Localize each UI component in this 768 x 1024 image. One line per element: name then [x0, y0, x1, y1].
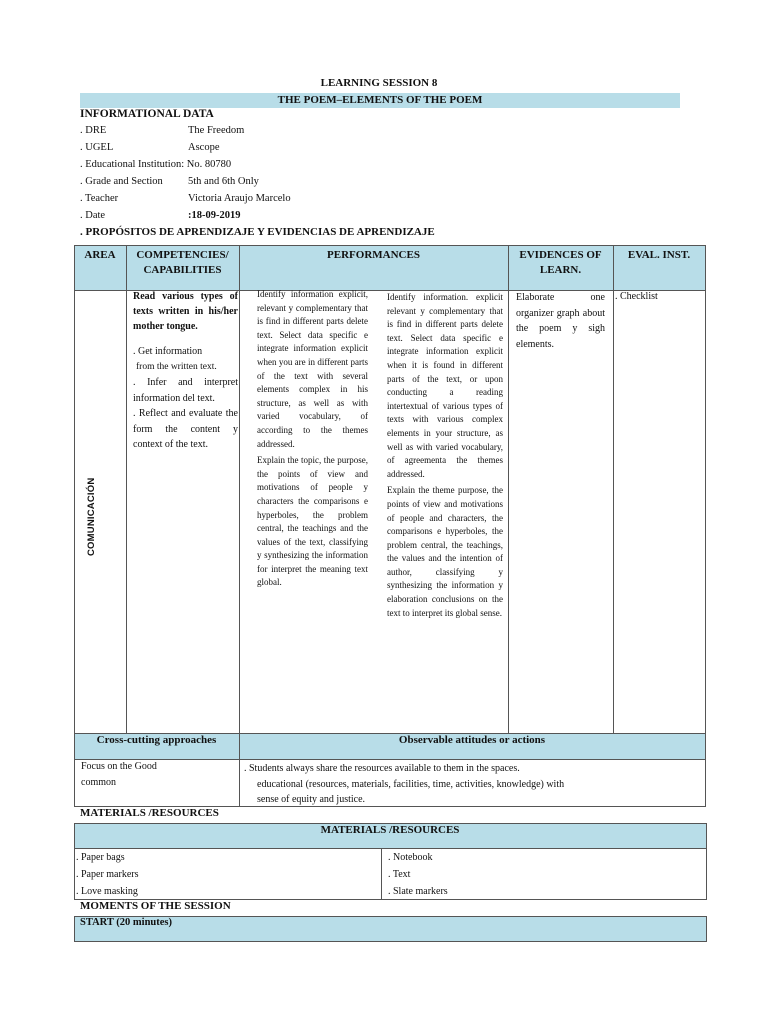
info-value: The Freedom [188, 125, 245, 136]
attitudes-cell [244, 761, 564, 808]
materials-heading: MATERIALS /RESOURCES [80, 807, 219, 819]
performance-a-cell [257, 288, 368, 590]
table-border-top [74, 245, 705, 246]
header-eval: EVAL. INST. [627, 249, 691, 261]
info-label: . Date [80, 210, 106, 221]
info-value: Ascope [188, 142, 220, 153]
materials-border-right [706, 823, 707, 900]
info-heading: INFORMATIONAL DATA [80, 108, 214, 120]
materials-left-list [76, 849, 138, 900]
materials-right-list [388, 849, 448, 900]
observable-heading: Observable attitudes or actions [398, 734, 546, 746]
performance-a-2: Explain the topic, the purpose, the points of view and motivations of people y characters the comparisons e hyperboles, the problem central, the teachings and the values of the text, classifying y synthesizing the information for interpret the meaning text global. [257, 455, 368, 588]
info-value: :18-09-2019 [188, 210, 241, 221]
info-value: 5th and 6th Only [188, 176, 259, 187]
attitude-line-1: . Students always share the resources available to them in the spaces. [244, 763, 520, 774]
focus-cell [81, 759, 157, 790]
material-item: . Text [388, 869, 411, 880]
info-label: . Grade and Section [80, 176, 163, 187]
area-label: COMUNICACIÓN [86, 477, 97, 556]
col-divider-comp [239, 245, 240, 807]
capability-get: . Get information [133, 346, 203, 357]
performance-b-2: Explain the theme purpose, the points of view and motivations of people and characters, the comparisons e hyperboles, the problem central, the teachings, the values and the intention of author, classifying y synthesizing the information y elaboration conclusions on the text to interpret its global sense. [387, 485, 503, 618]
info-row-institution [80, 157, 231, 173]
header-learn: LEARN. [539, 264, 582, 276]
info-row-grade [80, 174, 259, 190]
session-title: LEARNING SESSION 8 [320, 77, 438, 89]
header-competencies: COMPETENCIES/ [136, 249, 229, 261]
performance-a-1: Identify information explicit, relevant y complementary that is find in different parts delete text. Select data specific e integrate information explicit when you are in different parts of the text with several elements complex in his structure, as well as with varied vocabulary, of according to the themes addressed. [257, 289, 368, 449]
start-border-left [74, 916, 75, 942]
material-item: . Paper bags [76, 852, 125, 863]
table-border-left [74, 245, 75, 807]
eval-instrument: . Checklist [615, 291, 658, 302]
info-value: No. 80780 [186, 159, 232, 170]
header-capabilities: CAPABILITIES [143, 264, 222, 276]
header-evidences: EVIDENCES OF [519, 249, 602, 261]
material-item: . Love masking [76, 886, 138, 897]
materials-table-heading: MATERIALS /RESOURCES [320, 824, 460, 836]
material-item: . Slate markers [388, 886, 448, 897]
competency-title: Read various types of texts written in his/her mother tongue. [133, 291, 238, 332]
info-row-teacher [80, 191, 291, 207]
start-border-bottom [74, 941, 706, 942]
moments-heading: MOMENTS OF THE SESSION [80, 900, 231, 912]
info-row-dre [80, 123, 244, 139]
performance-b-1: Identify information. explicit relevant y complementary that is find in different parts delete text. Select data specific e integrate information explicit when it is found in different parts of the text, or upon conducting a reading intertextual of various types of texts with various complex elements in your structure, as well as with varied vocabulary, of agreementa the themes addressed. [387, 292, 503, 479]
info-label: . Teacher [80, 193, 119, 204]
header-performances: PERFORMANCES [327, 249, 420, 261]
material-item: . Notebook [388, 852, 433, 863]
cross-cutting-heading: Cross-cutting approaches [96, 734, 217, 746]
info-row-date [80, 208, 241, 224]
col-divider-evid [613, 245, 614, 733]
capability-get-2: from the written text. [136, 361, 217, 372]
info-row-ugel [80, 140, 220, 156]
capability-reflect: . Reflect and evaluate the form the content y context of the text. [133, 408, 238, 450]
capability-infer: . Infer and interpret information del text. [133, 377, 238, 404]
info-label: . UGEL [80, 142, 114, 153]
start-label: START (20 minutes) [80, 917, 173, 928]
focus-line-2: common [81, 776, 116, 788]
propositos-heading: . PROPÓSITOS DE APRENDIZAJE Y EVIDENCIAS DE APRENDIZAJE [80, 226, 435, 238]
materials-col-divider [381, 848, 382, 900]
col-divider-area [126, 245, 127, 733]
attitude-line-2: educational (resources, materials, facilities, time, activities, knowledge) with [257, 778, 565, 790]
attitude-line-3: sense of equity and justice. [257, 794, 366, 805]
session-banner: THE POEM–ELEMENTS OF THE POEM [80, 93, 680, 108]
evidence-cell: Elaborate one organizer graph about the poem y sigh elements. [516, 292, 605, 350]
table-border-right [705, 245, 706, 807]
competency-cell [133, 289, 238, 453]
info-value: Victoria Araujo Marcelo [188, 193, 291, 204]
focus-line-1: Focus on the Good [81, 761, 157, 772]
table-cross-divider [74, 759, 705, 760]
header-area: AREA [84, 249, 116, 261]
start-border-right [706, 916, 707, 942]
performance-b-cell [387, 291, 503, 620]
material-item: . Paper markers [76, 869, 139, 880]
info-label: . DRE [80, 125, 107, 136]
info-label: . Educational Institution: [80, 159, 185, 170]
col-divider-perf [508, 245, 509, 733]
